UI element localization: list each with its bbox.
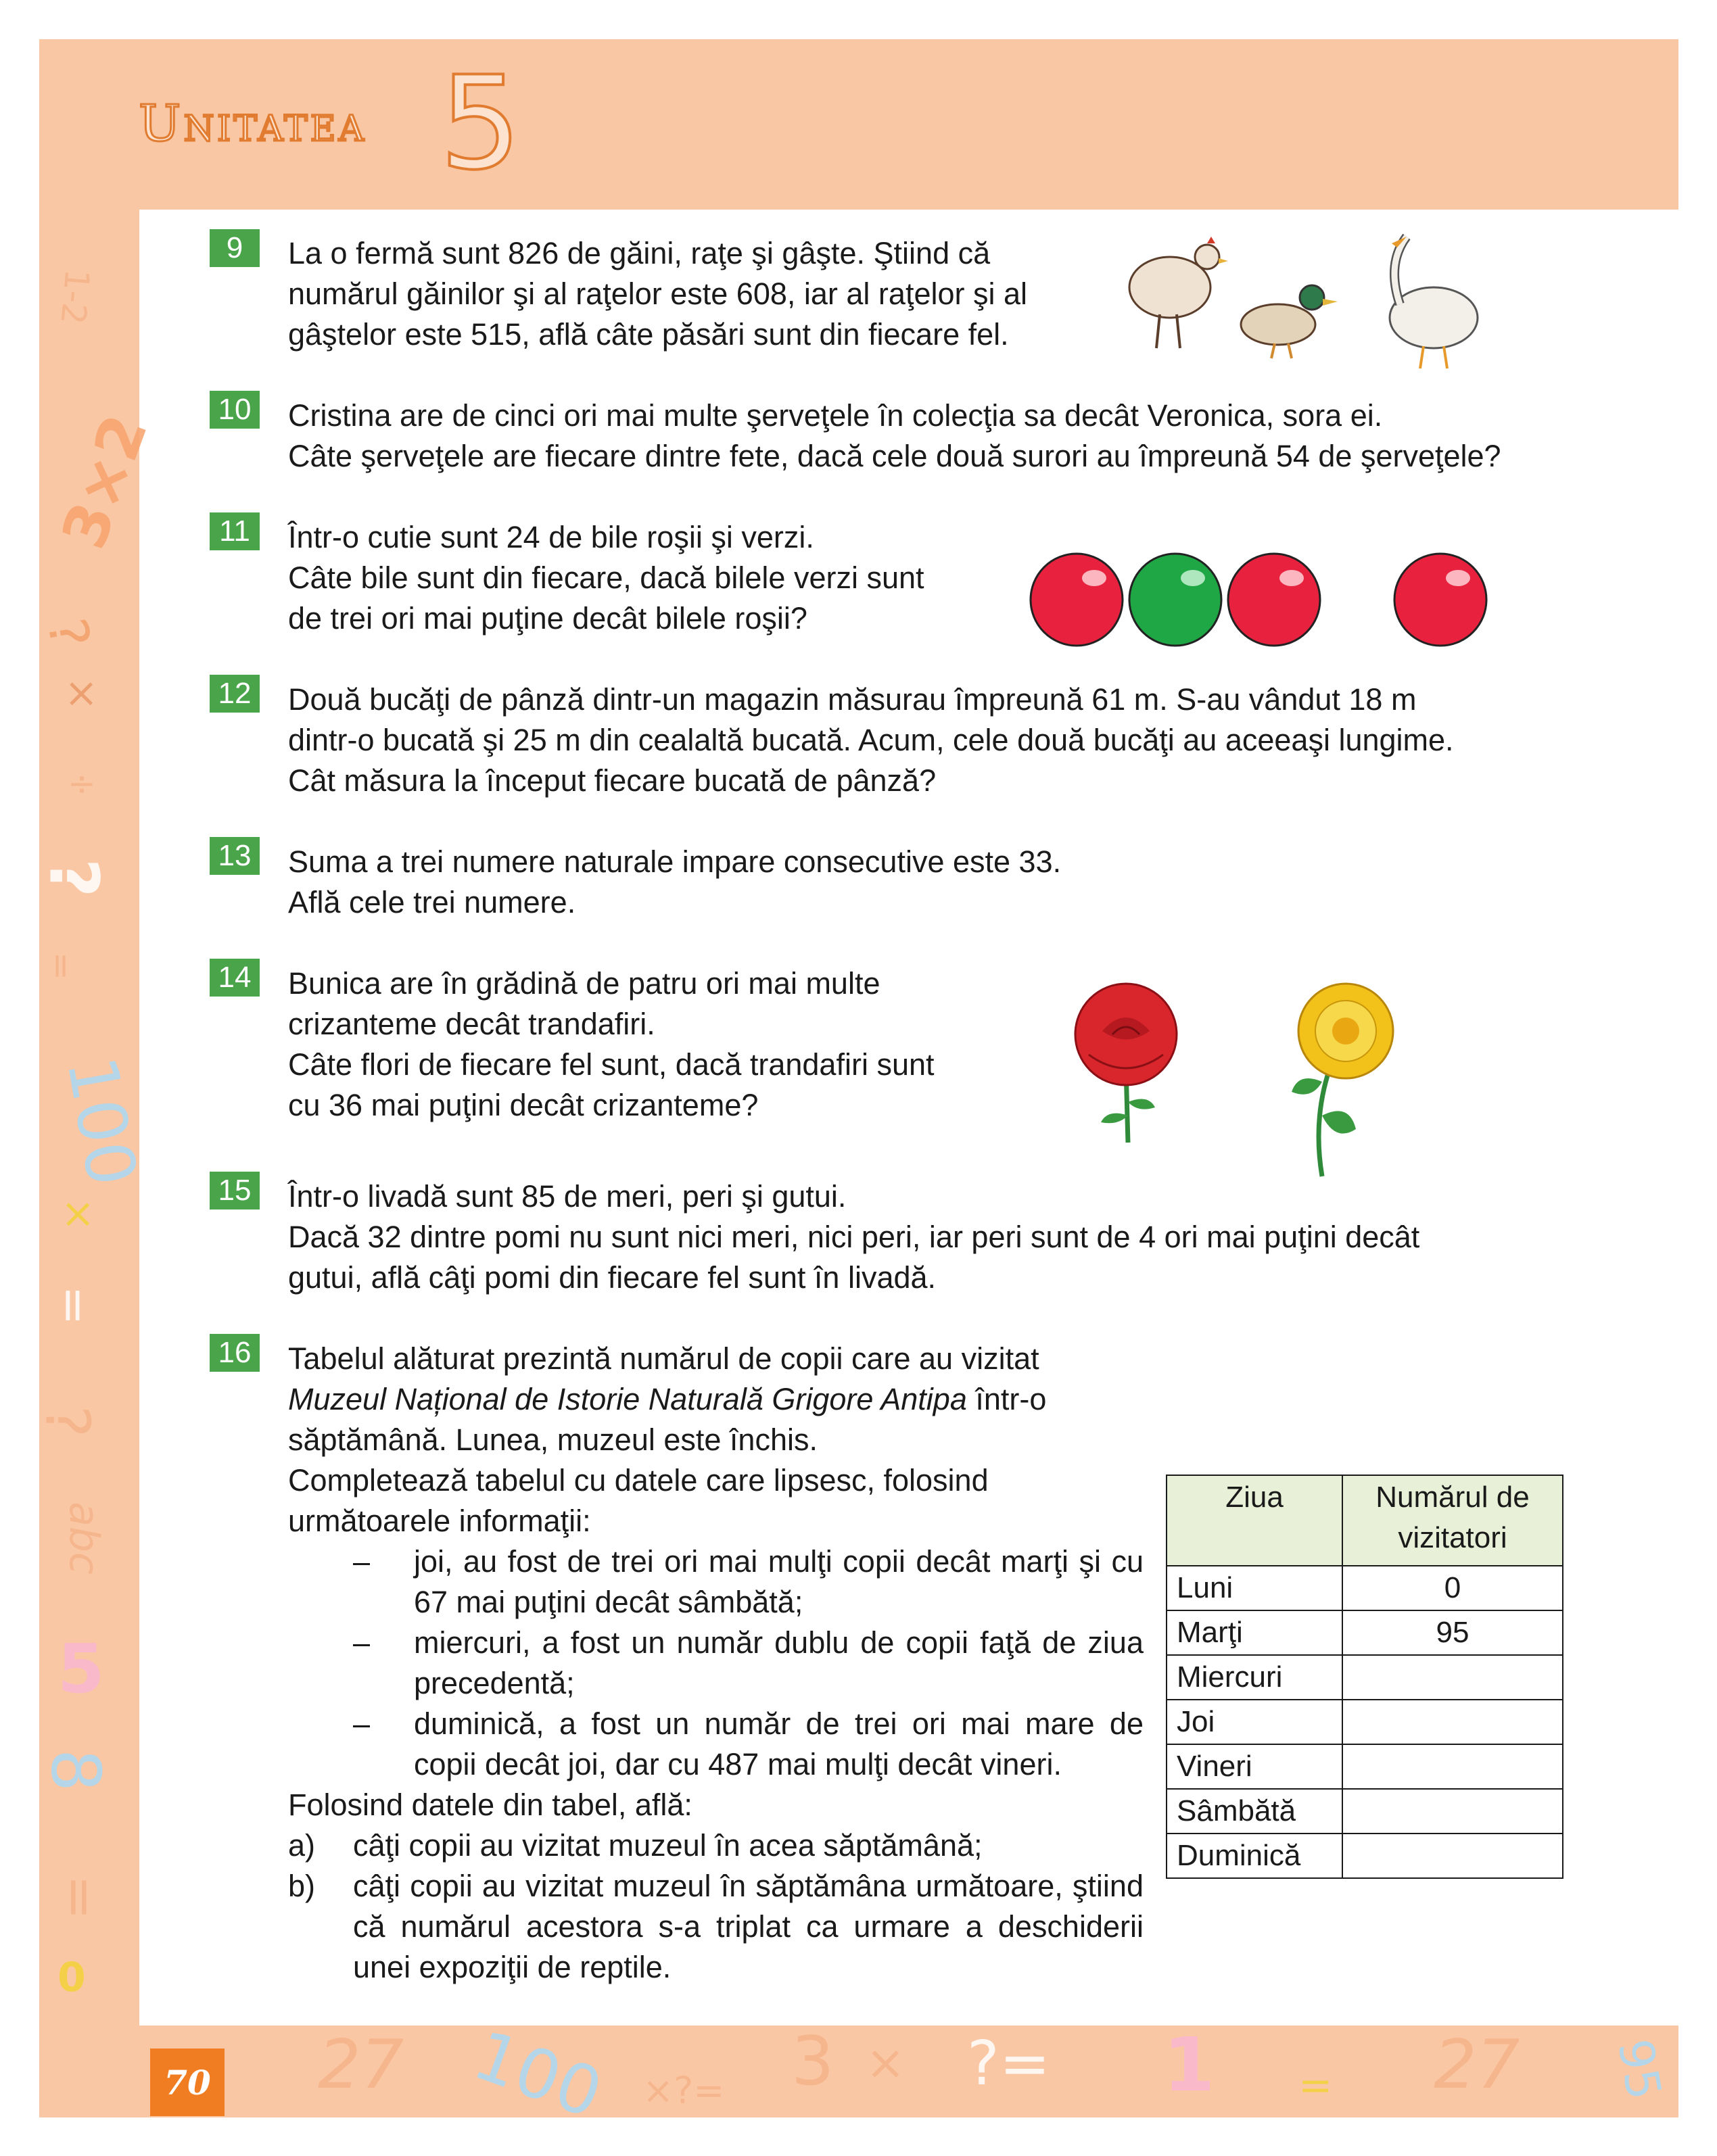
value-cell[interactable] [1342, 1744, 1563, 1789]
text-line: Completează tabelul cu datele care lipsesc, folosind [288, 1463, 989, 1498]
problem-number-badge: 13 [210, 837, 260, 875]
page-number: 70 [150, 2049, 225, 2116]
text-line: Câte bile sunt din fiecare, dacă bilele verzi sunt [288, 560, 924, 595]
footer-band [39, 2026, 1678, 2117]
table-row [1167, 1744, 1563, 1789]
table-row [1167, 1700, 1563, 1744]
day-cell: Marţi [1167, 1610, 1342, 1655]
deco-symbol: × [61, 1190, 95, 1237]
problem-14-text [288, 963, 935, 1126]
flowers-illustration [1055, 980, 1447, 1183]
deco-symbol: ÷ [68, 764, 96, 803]
text-line: Cristina are de cinci ori mai multe şerveţele în colecţia sa decât Veronica, sora ei. [288, 398, 1383, 433]
problem-16-text [288, 1339, 1144, 1988]
visitors-table [1166, 1475, 1563, 1879]
problem-number-badge: 14 [210, 959, 260, 997]
farm-birds-illustration [1109, 223, 1515, 379]
problem-13-text [288, 842, 1061, 923]
subquestion-text: câţi copii au vizitat muzeul în săptămâna următoare, ştiind că numărul acestora s-a triplat ca urmare a deschiderii unei expoziţii de reptile. [353, 1869, 1144, 1984]
museum-name: Muzeul Național de Istorie Naturală Grigore Antipa [288, 1382, 967, 1416]
text-line: săptămână. Lunea, muzeul este închis. [288, 1422, 818, 1457]
deco-symbol: × [866, 2035, 905, 2090]
problem-number-badge: 10 [210, 391, 260, 429]
red-ball-image [1031, 554, 1123, 646]
subquestion-item [288, 1866, 1144, 1988]
problem-15-text [288, 1176, 1419, 1298]
table-row [1167, 1655, 1563, 1700]
day-cell: Duminică [1167, 1834, 1342, 1878]
duck-image [1241, 285, 1338, 358]
deco-symbol: 1-2 [53, 267, 97, 327]
text-line: gutui, află câţi pomi din fiecare fel sunt în livadă. [288, 1260, 937, 1295]
unit-title: Unitatea [139, 95, 367, 153]
text-line: gâştelor este 515, află câte păsări sunt din fiecare fel. [288, 317, 1009, 352]
deco-symbol: = [41, 952, 81, 980]
deco-symbol: 1 [1163, 2021, 1215, 2108]
rose-image [1075, 984, 1177, 1143]
value-cell[interactable]: 95 [1342, 1610, 1563, 1655]
text-line: cu 36 mai puţini decât crizanteme? [288, 1088, 759, 1122]
column-header-visitors: Numărul de vizitatori [1342, 1475, 1563, 1566]
subquestion-label: b) [288, 1869, 316, 1903]
text-line: numărul găinilor şi al raţelor este 608, iar al raţelor şi al [288, 277, 1028, 311]
table-row [1167, 1834, 1563, 1878]
day-cell: Miercuri [1167, 1655, 1342, 1700]
text-line: Bunica are în grădină de patru ori mai multe [288, 966, 880, 1001]
deco-symbol: = [49, 1874, 112, 1921]
table-row [1167, 1610, 1563, 1655]
bullet-item [288, 1623, 1144, 1704]
problem-12-text [288, 679, 1454, 801]
text-line: dintr-o bucată şi 25 m din cealaltă bucată. Acum, cele două bucăţi au aceeaşi lungime. [288, 723, 1454, 757]
deco-symbol: 27 [1434, 2025, 1520, 2104]
day-cell: Joi [1167, 1700, 1342, 1744]
deco-symbol: 27 [318, 2025, 404, 2104]
value-cell[interactable] [1342, 1834, 1563, 1878]
deco-symbol: ? [34, 613, 102, 653]
problem-number-badge: 9 [210, 229, 260, 267]
deco-symbol: ×?= [642, 2069, 725, 2112]
text-line: Câte flori de fiecare fel sunt, dacă trandafiri sunt [288, 1047, 935, 1082]
value-cell[interactable]: 0 [1342, 1566, 1563, 1610]
text-line: Suma a trei numere naturale impare consecutive este 33. [288, 844, 1062, 879]
bullet-marker: – [353, 1625, 371, 1660]
day-cell: Luni [1167, 1566, 1342, 1610]
text-line: La o fermă sunt 826 de găini, raţe şi gâşte. Ştiind că [288, 236, 991, 270]
text-line: Câte şerveţele are fiecare dintre fete, dacă cele două surori au împreună 54 de şerveţele? [288, 439, 1501, 473]
subquestion-item [288, 1825, 1144, 1866]
table-header-row [1167, 1475, 1563, 1566]
deco-symbol: × [64, 669, 99, 717]
text-line: Într-o livadă sunt 85 de meri, peri şi gutui. [288, 1179, 847, 1214]
text-line: Dacă 32 dintre pomi nu sunt nici meri, nici peri, iar peri sunt de 4 ori mai puţini decât [288, 1220, 1420, 1254]
deco-symbol: 100 [463, 2015, 613, 2134]
red-ball-image [1228, 554, 1320, 646]
day-cell: Vineri [1167, 1744, 1342, 1789]
deco-symbol: 95 [1607, 2035, 1672, 2104]
value-cell[interactable] [1342, 1655, 1563, 1700]
value-cell[interactable] [1342, 1700, 1563, 1744]
hen-image [1129, 237, 1228, 348]
deco-symbol: 3 [791, 2021, 834, 2101]
problem-number-badge: 16 [210, 1334, 260, 1372]
deco-symbol: ? [34, 858, 114, 898]
deco-symbol: ? [31, 1405, 103, 1438]
deco-symbol: ?= [967, 2028, 1051, 2099]
deco-symbol: = [46, 1285, 102, 1326]
table-row [1167, 1789, 1563, 1834]
text-line: Într-o cutie sunt 24 de bile roşii şi verzi. [288, 520, 814, 554]
text-line: Două bucăţi de pânză dintr-un magazin măsurau împreună 61 m. S-au vândut 18 m [288, 682, 1417, 717]
text-line: Tabelul alăturat prezintă numărul de copii care au vizitat [288, 1341, 1039, 1376]
bullet-text: duminică, a fost un număr de trei ori mai mare de copii decât joi, dar cu 487 mai mulţi decât vineri. [414, 1706, 1144, 1781]
value-cell[interactable] [1342, 1789, 1563, 1834]
deco-symbol: 8 [36, 1748, 116, 1792]
deco-symbol: 0 [57, 1954, 86, 2001]
chrysanthemum-image [1292, 984, 1393, 1176]
problem-number-badge: 15 [210, 1172, 260, 1209]
red-ball-image [1394, 554, 1486, 646]
text-line [288, 1379, 1144, 1420]
bullet-text: joi, au fost de trei ori mai mulţi copii decât marţi şi cu 67 mai puţini decât sâmbătă; [414, 1544, 1144, 1619]
deco-symbol: = [1298, 2062, 1333, 2109]
subquestion-text: câţi copii au vizitat muzeul în acea săptămână; [353, 1828, 983, 1863]
problem-10-text [288, 396, 1501, 477]
problem-9-text [288, 233, 1027, 355]
bullet-marker: – [353, 1544, 371, 1579]
problem-number-badge: 11 [210, 512, 260, 550]
day-cell: Sâmbătă [1167, 1789, 1342, 1834]
problem-11-text [288, 517, 924, 639]
text-line: următoarele informaţii: [288, 1504, 591, 1538]
text-line: crizanteme decât trandafiri. [288, 1007, 655, 1041]
text-line: Află cele trei numere. [288, 885, 576, 919]
bullet-item [288, 1541, 1144, 1623]
problem-number-badge: 12 [210, 675, 260, 713]
green-ball-image [1129, 554, 1221, 646]
deco-symbol: abc [60, 1502, 108, 1575]
balls-illustration [1028, 551, 1535, 652]
deco-symbol: 100 [51, 1051, 152, 1192]
subquestion-label: a) [288, 1828, 316, 1863]
deco-symbol: 3×2 [48, 406, 162, 558]
text-line: Folosind datele din tabel, află: [288, 1788, 692, 1822]
text-line: de trei ori mai puţine decât bilele roşii? [288, 601, 807, 636]
bullet-item [288, 1704, 1144, 1785]
unit-number: 5 [440, 49, 521, 198]
text-fragment: într-o [966, 1382, 1047, 1416]
deco-symbol: 5 [57, 1629, 105, 1708]
table-row [1167, 1566, 1563, 1610]
bullet-marker: – [353, 1706, 371, 1741]
column-header-day: Ziua [1167, 1475, 1342, 1566]
bullet-text: miercuri, a fost un număr dublu de copii faţă de ziua precedentă; [414, 1625, 1144, 1700]
goose-image [1390, 237, 1478, 368]
text-line: Cât măsura la început fiecare bucată de pânză? [288, 763, 937, 798]
